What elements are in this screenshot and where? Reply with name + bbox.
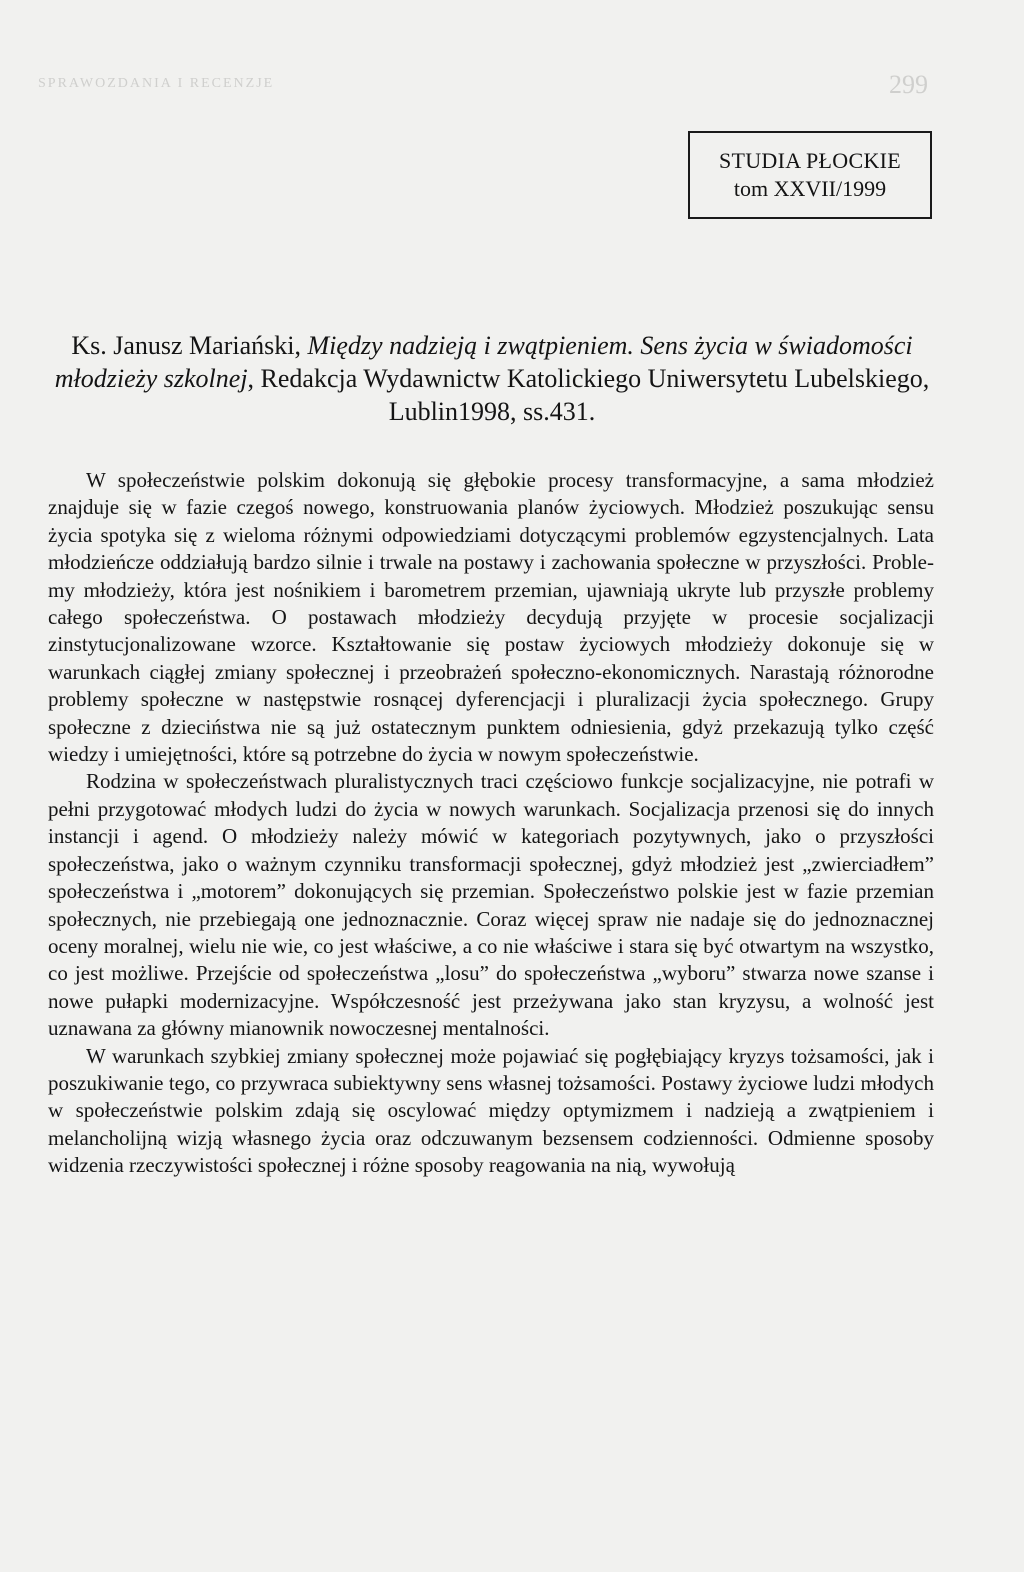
bleed-through-page-number: 299 bbox=[889, 70, 928, 99]
citation-publisher: , Redakcja Wydawnictw Katolickiego Uniwersytetu Lubelskiego, Lublin1998, ss.431. bbox=[247, 364, 930, 426]
journal-name: STUDIA PŁOCKIE bbox=[718, 148, 902, 173]
bleed-through-running-title: SPRAWOZDANIA I RECENZJE bbox=[38, 76, 275, 91]
paragraph: Rodzina w społeczeństwach pluralistycznych traci częściowo funkcje socjalizacyjne, nie potrafi w pełni przygotować młodych ludzi do życia w nowych warunkach. Socjalizacja przenosi się do innych instancji i agend. O młodzieży należy mówić w kategoriach pozytywnych, jako o przyszłości społeczeństwa, jako o ważnym czynniku transformacji społecznej, gdyż młodzież jest „zwierciadłem” społeczeństwa i „motorem” dokonujących się przemian. Społeczeństwo polskie jest w fazie przemian społecznych, nie przebiegają one jednoznacznie. Coraz więcej spraw nie nadaje się do jednoznacznej oceny moralnej, wielu nie wie, co jest właściwe, a co nie właściwe i stara się być otwartym na wszystko, co jest możliwe. Przejście od społeczeństwa „losu” do społeczeństwa „wyboru” stwarza nowe szanse i nowe pułapki modernizacyjne. Współczesność jest przeżywana jako stan kryzysu, a wolność jest uznawana za główny mianownik nowoczesnej mentalności. bbox=[48, 769, 934, 1041]
review-body bbox=[48, 467, 934, 1180]
citation-title: Między nadzieją i zwątpieniem. Sens życia w świadomości młodzieży szkolnej bbox=[54, 331, 913, 393]
paragraph: W warunkach szybkiej zmiany społecznej może pojawiać się pogłębiający kryzys tożsamości, jak i poszukiwanie tego, co przywraca subiektywny sens własnej tożsamości. Postawy życiowe ludzi młodych w społeczeństwie polskim zdają się oscylować między optymizmem i nadzieją a zwątpieniem i melancholijną wizją własnego życia oraz odczuwanym bezsensem codzienności. Odmienne sposoby widzenia rzeczywistości społecznej i różne sposoby reagowania na nią, wywołują bbox=[48, 1043, 934, 1178]
citation-author: Ks. Janusz Mariański, bbox=[71, 331, 308, 360]
paragraph: W społeczeństwie polskim dokonują się głębokie procesy transformacyjne, a sama młodzież znajduje się w fazie czegoś nowego, konstruowania planów życiowych. Młodzież poszukując sensu życia spotyka się z wieloma różnymi odpowiedziami dotyczącymi problemów egzystencjalnych. Lata młodzieńcze oddziałują bardzo silnie i trwale na postawy i zachowania społeczne w przyszłości. Problemy młodzieży, która jest nośnikiem i barometrem przemian, ujawniają ukryte lub przyszłe problemy całego społeczeństwa. O postawach młodzieży decydują przyjęte w procesie socjalizacji zinstytucjonalizowane wzorce. Kształtowanie się postaw życiowych młodzieży dokonuje się w warunkach ciągłej zmiany społecznej i przeobrażeń społeczno-ekonomicznych. Narastają różnorodne problemy społeczne w następstwie rosnącej dyferencjacji i pluralizacji życia społecznego. Grupy społeczne z dzieciństwa nie są już ostatecznym punktem odniesienia, gdyż przekazują tylko część wiedzy i umiejętności, które są potrzebne do życia w nowym społeczeństwie. bbox=[48, 468, 934, 767]
journal-volume: tom XXVII/1999 bbox=[733, 176, 887, 201]
bleed-through-header bbox=[38, 70, 928, 99]
journal-stamp bbox=[688, 131, 932, 219]
book-citation bbox=[50, 329, 934, 428]
